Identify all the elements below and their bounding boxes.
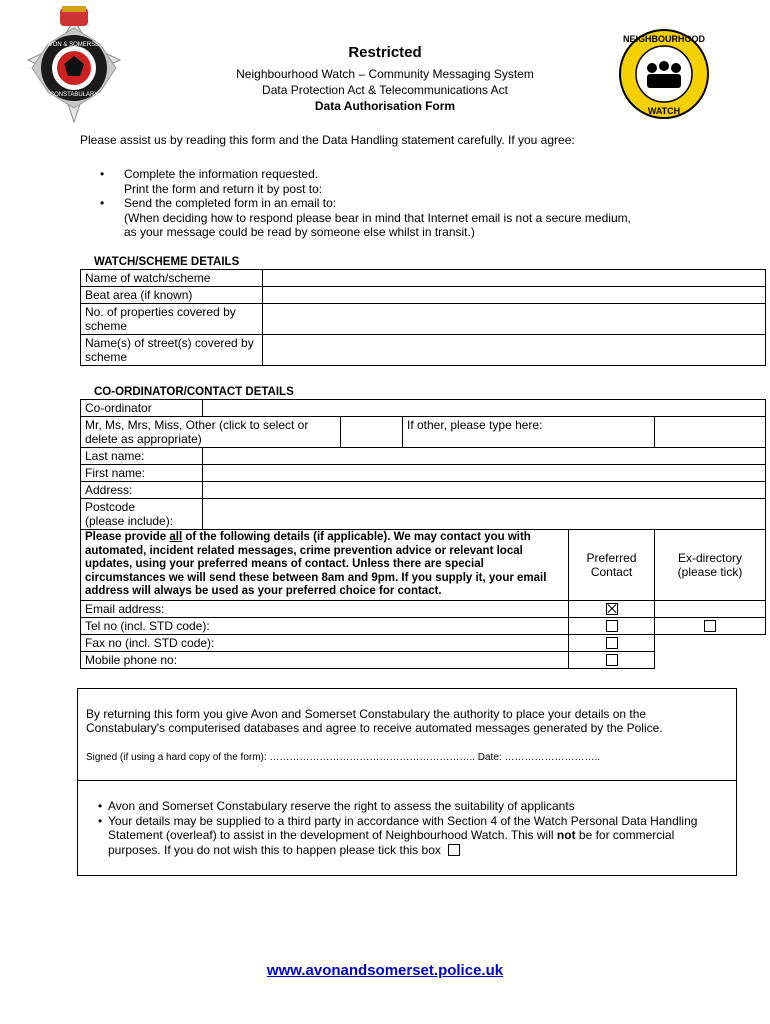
coord-heading: CO-ORDINATOR/CONTACT DETAILS bbox=[94, 386, 294, 398]
third-party-optout-checkbox[interactable] bbox=[448, 844, 460, 856]
svg-text:NEIGHBOURHOOD: NEIGHBOURHOOD bbox=[622, 34, 706, 44]
beat-area-field[interactable] bbox=[263, 287, 766, 304]
conditions-list bbox=[78, 799, 718, 857]
subtitle-1: Neighbourhood Watch – Community Messaging System bbox=[236, 67, 534, 81]
intro-text: Please assist us by reading this form and the Data Handling statement carefully. If you agree: bbox=[80, 133, 575, 147]
subtitle-2: Data Protection Act & Telecommunications Act bbox=[262, 83, 508, 97]
last-name-field[interactable] bbox=[203, 448, 766, 465]
address-field[interactable] bbox=[203, 482, 766, 499]
website-link[interactable]: www.avonandsomerset.police.uk bbox=[266, 962, 504, 979]
watch-name-field[interactable] bbox=[263, 270, 766, 287]
list-item: • Complete the information requested. Print the form and return it by post to: bbox=[80, 167, 720, 196]
table-row: Tel no (incl. STD code): bbox=[81, 617, 766, 634]
coordinator-field[interactable] bbox=[203, 400, 766, 417]
properties-field[interactable] bbox=[263, 304, 766, 335]
tel-preferred-checkbox[interactable] bbox=[606, 620, 618, 632]
signature-line[interactable]: Signed (if using a hard copy of the form): …………………………………………………….. Date: ……………………….. bbox=[86, 752, 600, 763]
watch-heading: WATCH/SCHEME DETAILS bbox=[94, 256, 240, 268]
watch-table bbox=[80, 269, 766, 366]
ex-directory-header: Ex-directory (please tick) bbox=[655, 530, 766, 601]
table-row bbox=[81, 530, 766, 601]
list-item: • Send the completed form in an email to: (When deciding how to respond please bear in mind that Internet email is not a secure medium, as your message could be read by someone else whilst in transit.) bbox=[80, 196, 720, 240]
fax-preferred-checkbox[interactable] bbox=[606, 637, 618, 649]
svg-text:CONSTABULARY: CONSTABULARY bbox=[49, 92, 99, 98]
streets-field[interactable] bbox=[263, 335, 766, 366]
list-item: • Your details may be supplied to a third party in accordance with Section 4 of the Watch Personal Data Handling Statement (overleaf) to assist in the development of Neighbourhood Watch. This will not be for commercial purposes. If you do not wish this to happen please tick this box bbox=[78, 814, 718, 858]
preferred-contact-header: Preferred Contact bbox=[569, 530, 655, 601]
table-row: Name of watch/scheme bbox=[81, 270, 766, 287]
postcode-field[interactable] bbox=[203, 499, 766, 530]
table-row: Fax no (incl. STD code): bbox=[81, 634, 766, 651]
other-title-field[interactable] bbox=[655, 417, 766, 448]
email-preferred-checkbox[interactable] bbox=[606, 603, 618, 615]
form-title: Restricted bbox=[348, 44, 422, 61]
coord-table bbox=[80, 399, 766, 669]
table-row: No. of properties covered by scheme bbox=[81, 304, 766, 335]
table-row: Co-ordinator bbox=[81, 400, 766, 417]
crest-text: AVON & SOMERSET bbox=[45, 42, 103, 48]
table-row: First name: bbox=[81, 465, 766, 482]
authority-box bbox=[77, 688, 737, 876]
table-row: Mr, Ms, Mrs, Miss, Other (click to select or delete as appropriate) If other, please type here: bbox=[81, 417, 766, 448]
svg-text:WATCH: WATCH bbox=[647, 106, 681, 116]
tel-exdirectory-checkbox[interactable] bbox=[704, 620, 716, 632]
mobile-preferred-checkbox[interactable] bbox=[606, 654, 618, 666]
first-name-field[interactable] bbox=[203, 465, 766, 482]
list-item: • Avon and Somerset Constabulary reserve the right to assess the suitability of applicants bbox=[78, 799, 718, 814]
title-select[interactable] bbox=[341, 417, 403, 448]
table-row: Last name: bbox=[81, 448, 766, 465]
authority-text: By returning this form you give Avon and Somerset Constabulary the authority to place your details on the Constabulary's computerised databases and agree to receive automated messages generated by the Police. bbox=[86, 707, 663, 735]
contact-notice: Please provide all of the following details (if applicable). We may contact you with automated, incident related messages, crime prevention advice or relevant local updates, using your preferred means of contact. Unless there are special circumstances we will send these between 8am and 9pm. If you supply it, your email address will always be used as your preferred choice for contact. bbox=[81, 530, 569, 601]
table-row: Postcode (please include): bbox=[81, 499, 766, 530]
table-row: Beat area (if known) bbox=[81, 287, 766, 304]
table-row: Name(s) of street(s) covered by scheme bbox=[81, 335, 766, 366]
table-row: Address: bbox=[81, 482, 766, 499]
table-row: Email address: bbox=[81, 600, 766, 617]
subtitle-3: Data Authorisation Form bbox=[314, 99, 456, 113]
instruction-list bbox=[80, 167, 720, 240]
table-row: Mobile phone no: bbox=[81, 651, 766, 668]
